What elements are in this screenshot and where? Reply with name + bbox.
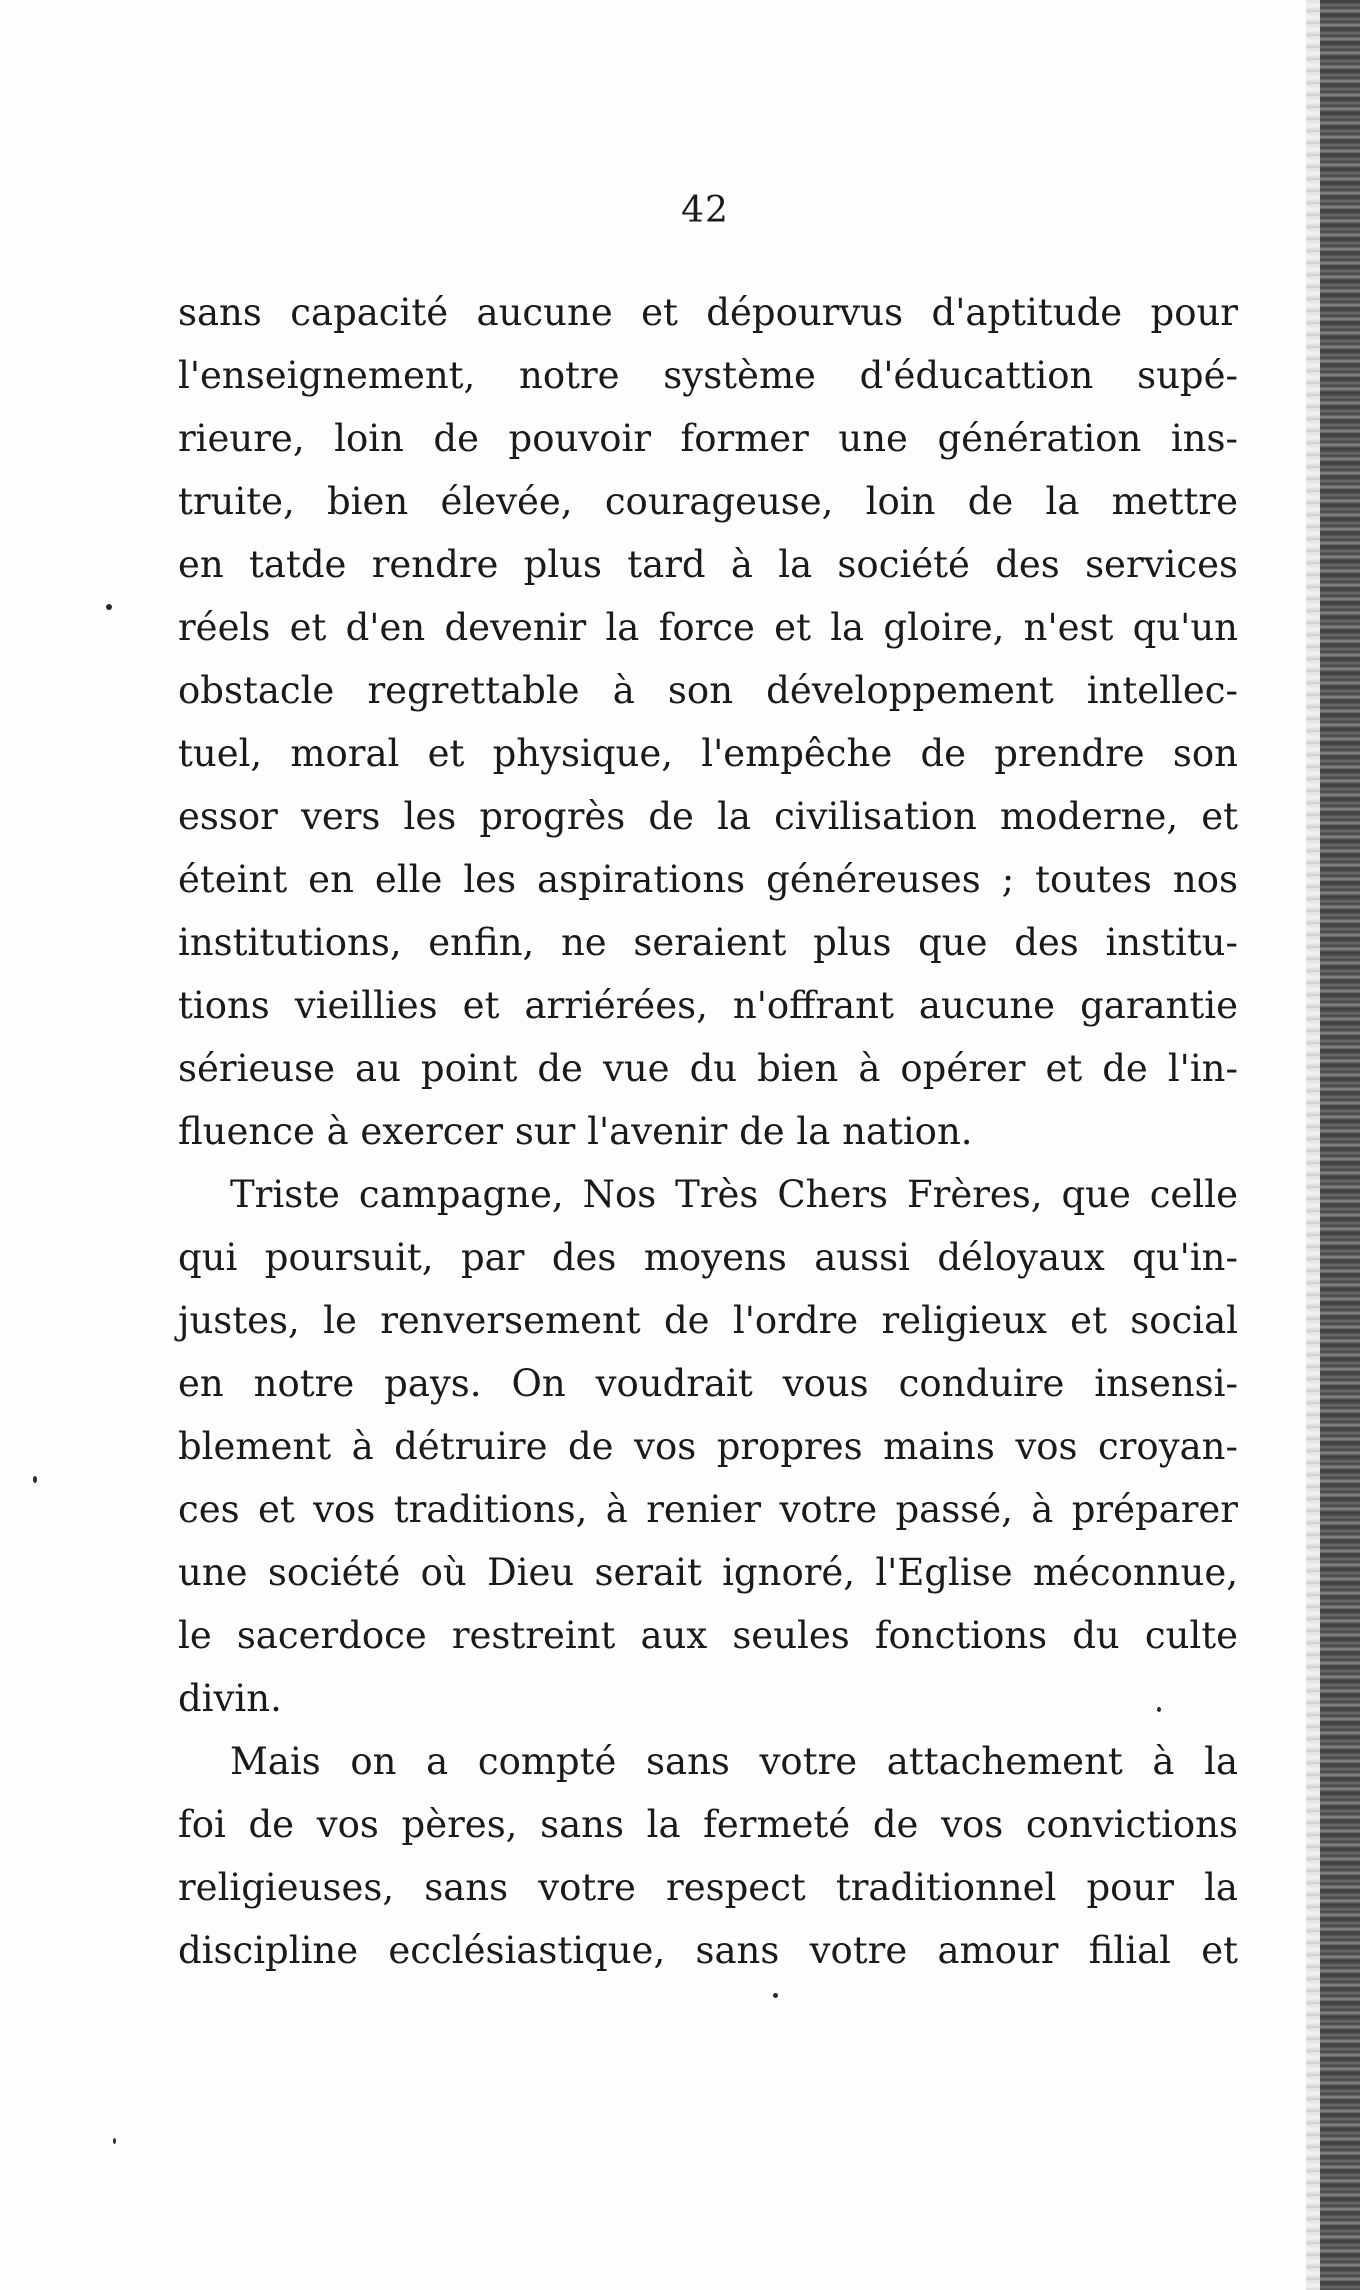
text-line: institutions, enfin, ne seraient plus que des institu- xyxy=(178,921,1238,964)
text-line: réels et d'en devenir la force et la gloire, n'est qu'un xyxy=(178,606,1238,649)
text-line: essor vers les progrès de la civilisation moderne, et xyxy=(178,795,1238,838)
text-line: Mais on a compté sans votre attachement à la xyxy=(230,1740,1238,1783)
text-line: le sacerdoce restreint aux seules fonctions du culte xyxy=(178,1614,1238,1657)
text-line: éteint en elle les aspirations généreuses ; toutes nos xyxy=(178,858,1238,901)
text-line: obstacle regrettable à son développement intellec- xyxy=(178,669,1238,712)
text-line: en notre pays. On voudrait vous conduire insensi- xyxy=(178,1362,1238,1405)
binding-edge xyxy=(1320,0,1360,2290)
text-line: l'enseignement, notre système d'éducattion supé- xyxy=(178,354,1238,397)
page-number: 42 xyxy=(681,190,729,231)
scan-speck xyxy=(106,604,112,610)
text-line: fluence à exercer sur l'avenir de la nation. xyxy=(178,1110,973,1153)
text-line: divin. xyxy=(178,1677,282,1720)
text-line: truite, bien élevée, courageuse, loin de la mettre xyxy=(178,480,1238,523)
text-line: une société où Dieu serait ignoré, l'Eglise méconnue, xyxy=(178,1551,1238,1594)
text-line: qui poursuit, par des moyens aussi déloyaux qu'in- xyxy=(178,1236,1238,1279)
scan-speck xyxy=(773,1993,778,1998)
text-line: sérieuse au point de vue du bien à opérer et de l'in- xyxy=(178,1047,1238,1090)
text-line: tuel, moral et physique, l'empêche de prendre son xyxy=(178,732,1238,775)
text-line: discipline ecclésiastique, sans votre amour filial et xyxy=(178,1929,1238,1972)
text-line: foi de vos pères, sans la fermeté de vos convictions xyxy=(178,1803,1238,1846)
scan-speck xyxy=(113,2138,116,2144)
text-line: Triste campagne, Nos Très Chers Frères, que celle xyxy=(230,1173,1238,1216)
text-line: en tatde rendre plus tard à la société des services xyxy=(178,543,1238,586)
text-line: blement à détruire de vos propres mains vos croyan- xyxy=(178,1425,1238,1468)
binding-shadow xyxy=(1306,0,1320,2290)
scan-speck xyxy=(1157,1707,1161,1712)
text-line: sans capacité aucune et dépourvus d'aptitude pour xyxy=(178,291,1238,334)
text-line: justes, le renversement de l'ordre religieux et social xyxy=(178,1299,1238,1342)
text-line: ces et vos traditions, à renier votre passé, à préparer xyxy=(178,1488,1238,1531)
text-line: tions vieillies et arriérées, n'offrant aucune garantie xyxy=(178,984,1238,1027)
scan-speck xyxy=(33,1476,37,1483)
body-text xyxy=(178,281,1238,1982)
text-line: rieure, loin de pouvoir former une génération ins- xyxy=(178,417,1238,460)
text-line: religieuses, sans votre respect traditionnel pour la xyxy=(178,1866,1238,1909)
